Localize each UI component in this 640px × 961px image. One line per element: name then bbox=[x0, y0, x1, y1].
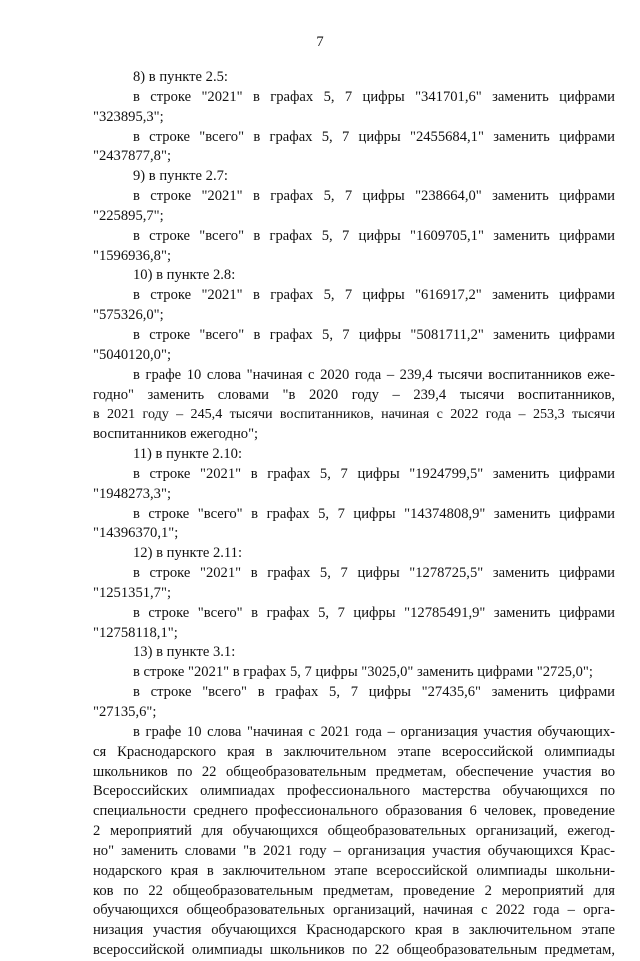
text-line: в строке "2021" в графах 5, 7 цифры "1278725,5" заменить цифрами bbox=[133, 565, 615, 582]
text-line: Всероссийских олимпиадах профессионального мастерства обучающихся по bbox=[93, 783, 615, 800]
page-number: 7 bbox=[316, 34, 324, 50]
text-line: в строке "всего" в графах 5, 7 цифры "1609705,1" заменить цифрами bbox=[133, 227, 615, 244]
text-line: "1948273,3"; bbox=[93, 485, 171, 502]
text-line: 10) в пункте 2.8: bbox=[133, 267, 236, 284]
text-line: ков по 22 общеобразовательным предметам, проведение 2 мероприятий для bbox=[93, 882, 615, 899]
text-line: школьников по 22 общеобразовательным предметам, обеспечение участия во bbox=[93, 763, 615, 780]
text-line: 11) в пункте 2.10: bbox=[133, 446, 243, 463]
text-line: в строке "2021" в графах 5, 7 цифры "616917,2" заменить цифрами bbox=[133, 287, 615, 304]
document-body bbox=[93, 68, 615, 961]
text-line: в строке "всего" в графах 5, 7 цифры "27435,6" заменить цифрами bbox=[133, 684, 615, 701]
text-line: в строке "2021" в графах 5, 7 цифры "341701,6" заменить цифрами bbox=[133, 88, 615, 105]
text-line: в строке "2021" в графах 5, 7 цифры "1924799,5" заменить цифрами bbox=[133, 465, 615, 482]
text-line: в строке "всего" в графах 5, 7 цифры "2455684,1" заменить цифрами bbox=[133, 128, 615, 145]
text-line: в графе 10 слова "начиная с 2021 года – организация участия обучающих- bbox=[133, 723, 615, 740]
text-line: годно" заменить словами "в 2020 году – 239,4 тысячи воспитанников, bbox=[93, 386, 615, 403]
text-line: 8) в пункте 2.5: bbox=[133, 69, 228, 85]
text-line: "12758118,1"; bbox=[93, 624, 178, 641]
text-line: в строке "2021" в графах 5, 7 цифры "3025,0" заменить цифрами "2725,0"; bbox=[133, 664, 593, 681]
text-line: "14396370,1"; bbox=[93, 525, 179, 542]
text-line: "575326,0"; bbox=[93, 307, 164, 324]
text-line: 13) в пункте 3.1: bbox=[133, 644, 236, 661]
text-line: обучающихся общеобразовательных организаций, начиная с 2022 года – орга- bbox=[93, 902, 615, 919]
text-line: "27135,6"; bbox=[93, 704, 157, 720]
text-line: воспитанников ежегодно"; bbox=[93, 426, 259, 443]
text-line: низация участия обучающихся Краснодарского края в заключительном этапе bbox=[93, 922, 615, 939]
text-line: всероссийской олимпиады школьников по 22 общеобразовательным предметам, bbox=[93, 942, 615, 959]
text-line: ся Краснодарского края в заключительном этапе всероссийской олимпиады bbox=[93, 743, 615, 760]
text-line: 9) в пункте 2.7: bbox=[133, 168, 228, 185]
text-line: 2 мероприятий для обучающихся общеобразовательных организаций, ежегод- bbox=[93, 823, 615, 840]
text-line: в строке "2021" в графах 5, 7 цифры "238664,0" заменить цифрами bbox=[133, 188, 615, 205]
text-line: "1251351,7"; bbox=[93, 584, 171, 601]
text-line: в графе 10 слова "начиная с 2020 года – 239,4 тысячи воспитанников еже- bbox=[133, 366, 615, 383]
text-line: нодарского края в заключительном этапе всероссийской олимпиады школьни- bbox=[93, 862, 615, 879]
text-line: "5040120,0"; bbox=[93, 346, 171, 363]
text-line: "225895,7"; bbox=[93, 207, 164, 224]
text-line: "1596936,8"; bbox=[93, 247, 171, 264]
text-line: в строке "всего" в графах 5, 7 цифры "12785491,9" заменить цифрами bbox=[133, 604, 615, 621]
text-line: 12) в пункте 2.11: bbox=[133, 545, 243, 562]
text-line: в строке "всего" в графах 5, 7 цифры "5081711,2" заменить цифрами bbox=[133, 326, 615, 343]
text-line: но" заменить словами "в 2021 году – организация участия обучающихся Крас- bbox=[93, 842, 615, 859]
text-line: в строке "всего" в графах 5, 7 цифры "14374808,9" заменить цифрами bbox=[133, 505, 615, 522]
text-line: в 2021 году – 245,4 тысячи воспитанников, начиная с 2022 года – 253,3 тысячи bbox=[93, 406, 615, 423]
text-line: "323895,3"; bbox=[93, 108, 164, 125]
text-line: "2437877,8"; bbox=[93, 148, 171, 165]
text-line: специальности среднего профессионального образования 6 человек, проведение bbox=[93, 803, 615, 820]
